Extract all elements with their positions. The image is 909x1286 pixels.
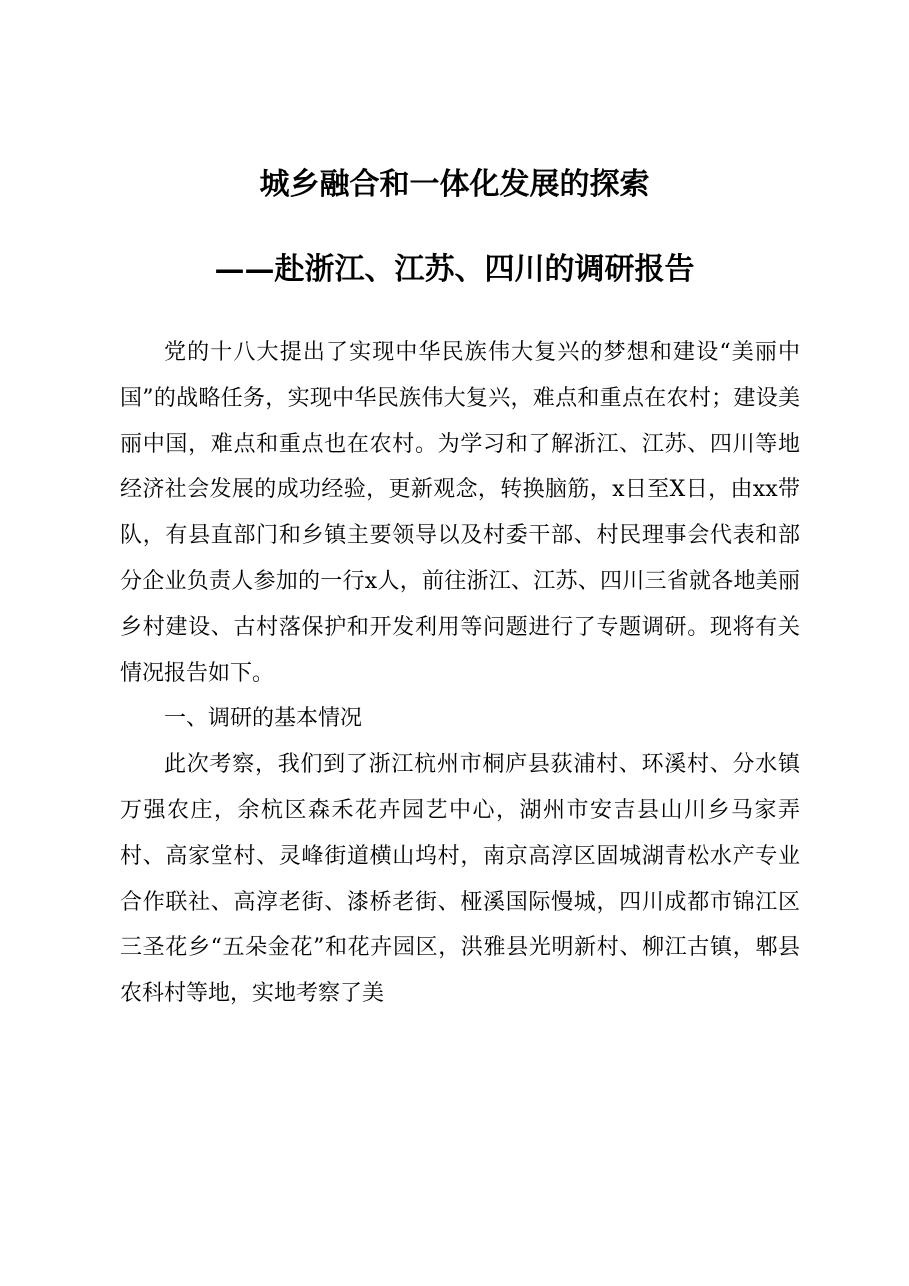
document-subtitle: ——赴浙江、江苏、四川的调研报告 (214, 252, 695, 287)
body-paragraph: 此次考察，我们到了浙江杭州市桐庐县荻浦村、环溪村、分水镇万强农庄，余杭区森禾花卉园艺中心，湖州市安吉县山川乡马家弄村、高家堂村、灵峰街道横山坞村，南京高淳区固城湖青松水产专业合作联社、高淳老街、漆桥老街、桠溪国际慢城，四川成都市锦江区三圣花乡“五朵金花”和花卉园区，洪雅县光明新村、柳江古镇，郫县农科村等地，实地考察了美 (120, 752, 800, 1007)
section-heading: 一、调研的基本情况 (164, 706, 363, 732)
document-body (120, 330, 800, 1017)
document-title: 城乡融合和一体化发展的探索 (259, 167, 650, 202)
intro-paragraph: 党的十八大提出了实现中华民族伟大复兴的梦想和建设“美丽中国”的战略任务，实现中华民族伟大复兴，难点和重点在农村；建设美丽中国，难点和重点也在农村。为学习和了解浙江、江苏、四川等地经济社会发展的成功经验，更新观念，转换脑筋，x日至X日，由xx带队，有县直部门和乡镇主要领导以及村委干部、村民理事会代表和部分企业负责人参加的一行x人，前往浙江、江苏、四川三省就各地美丽乡村建设、古村落保护和开发利用等问题进行了专题调研。现将有关情况报告如下。 (120, 340, 800, 686)
